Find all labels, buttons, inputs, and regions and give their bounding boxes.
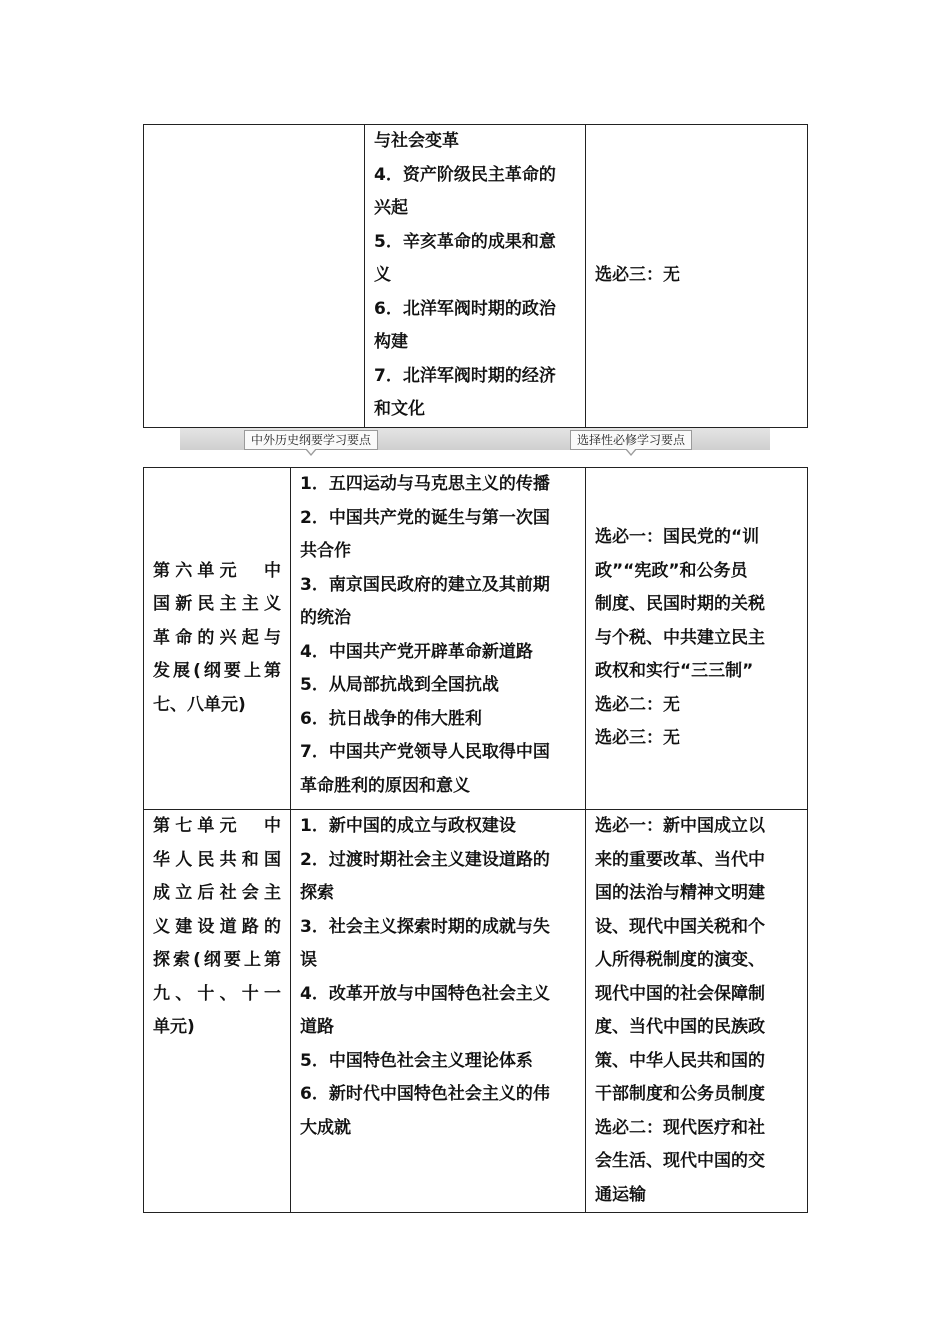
top-col3-cell xyxy=(586,125,808,428)
banner-label-elective: 选择性必修学习要点 xyxy=(570,430,692,450)
elective-line: 政权和实行“三三制” xyxy=(595,661,754,682)
content-line: 2．中国共产党的诞生与第一次国 xyxy=(300,507,550,528)
unit-content-cell xyxy=(291,468,586,810)
elective-line: 来的重要改革、当代中 xyxy=(595,849,765,870)
content-line: 道路 xyxy=(300,1017,334,1037)
elective-line: 与个税、中共建立民主 xyxy=(595,627,765,648)
elective-line: 选必三：无 xyxy=(595,728,680,749)
content-line: 3．南京国民政府的建立及其前期 xyxy=(300,574,550,595)
elective-line: 设、现代中国关税和个 xyxy=(595,916,765,937)
content-line: 共合作 xyxy=(300,541,351,561)
unit-title-line: 探索(纲要上第 xyxy=(153,950,281,970)
unit-title-line: 发展(纲要上第 xyxy=(153,661,281,682)
elective-line: 选必一：国民党的“训 xyxy=(595,527,760,548)
main-table xyxy=(143,467,808,1213)
unit-title-line: 九、十、十一 xyxy=(153,983,281,1004)
top-col2-cell xyxy=(365,125,586,428)
elective-line: 政”“宪政”和公务员 xyxy=(595,560,748,581)
table-row xyxy=(144,810,808,1213)
top-col2-line: 4．资产阶级民主革命的 xyxy=(374,164,556,185)
unit-title-line: 成立后社会主 xyxy=(153,883,281,903)
content-line: 6．新时代中国特色社会主义的伟 xyxy=(300,1084,550,1104)
top-col2-line: 5．辛亥革命的成果和意 xyxy=(374,231,556,252)
unit-content-cell xyxy=(291,810,586,1213)
top-col2-line: 兴起 xyxy=(374,198,408,218)
elective-line: 干部制度和公务员制度 xyxy=(595,1084,765,1104)
unit-title-line: 第六单元 中 xyxy=(153,560,281,581)
unit-title-line: 单元) xyxy=(153,1017,195,1037)
top-col2-line: 7．北洋军阀时期的经济 xyxy=(374,365,556,386)
content-line: 革命胜利的原因和意义 xyxy=(300,775,470,796)
content-line: 7．中国共产党领导人民取得中国 xyxy=(300,742,550,762)
content-line: 5．中国特色社会主义理论体系 xyxy=(300,1050,533,1071)
elective-line: 度、当代中国的民族政 xyxy=(595,1017,765,1037)
elective-line: 会生活、现代中国的交 xyxy=(595,1151,765,1171)
unit-elective-cell xyxy=(586,468,808,810)
banner-label-outline: 中外历史纲要学习要点 xyxy=(244,430,378,450)
elective-line: 人所得税制度的演变、 xyxy=(595,950,765,970)
content-line: 大成就 xyxy=(300,1117,351,1138)
top-col2-line: 义 xyxy=(374,265,391,285)
content-line: 6．抗日战争的伟大胜利 xyxy=(300,708,482,729)
content-line: 2．过渡时期社会主义建设道路的 xyxy=(300,849,550,870)
elective-line: 通运输 xyxy=(595,1184,646,1205)
unit-title-line: 革命的兴起与 xyxy=(153,627,281,648)
elective-line: 策、中华人民共和国的 xyxy=(595,1050,765,1071)
content-line: 1．新中国的成立与政权建设 xyxy=(300,816,516,836)
content-line: 4．改革开放与中国特色社会主义 xyxy=(300,983,550,1004)
content-line: 探索 xyxy=(300,883,334,903)
top-col1-cell xyxy=(144,125,365,428)
content-line: 1．五四运动与马克思主义的传播 xyxy=(300,474,550,494)
unit-title-line: 华人民共和国 xyxy=(153,849,281,870)
unit-title-cell xyxy=(144,810,291,1213)
content-line: 5．从局部抗战到全国抗战 xyxy=(300,675,499,695)
content-line: 误 xyxy=(300,950,317,970)
elective-text: 选必三：无 xyxy=(595,265,680,285)
unit-title-cell xyxy=(144,468,291,810)
unit-title-line: 国新民主主义 xyxy=(153,594,281,615)
content-line: 的统治 xyxy=(300,608,351,628)
unit-title-line: 义建设道路的 xyxy=(153,916,281,937)
elective-line: 选必二：无 xyxy=(595,694,680,715)
table-row xyxy=(144,468,808,810)
content-line: 4．中国共产党开辟革命新道路 xyxy=(300,641,533,662)
unit-title-line: 第七单元 中 xyxy=(153,816,281,836)
top-col2-line: 构建 xyxy=(374,332,408,352)
top-col2-line: 和文化 xyxy=(374,399,425,419)
elective-line: 制度、民国时期的关税 xyxy=(595,594,765,615)
top-table xyxy=(143,124,808,428)
elective-line: 选必一：新中国成立以 xyxy=(595,816,765,836)
unit-elective-cell xyxy=(586,810,808,1213)
top-col2-line: 6．北洋军阀时期的政治 xyxy=(374,298,556,319)
elective-line: 国的法治与精神文明建 xyxy=(595,883,765,903)
elective-line: 选必二：现代医疗和社 xyxy=(595,1117,765,1138)
top-col2-line: 与社会变革 xyxy=(374,131,459,151)
unit-title-line: 七、八单元) xyxy=(153,694,246,715)
elective-line: 现代中国的社会保障制 xyxy=(595,983,765,1004)
content-line: 3．社会主义探索时期的成就与失 xyxy=(300,916,550,937)
